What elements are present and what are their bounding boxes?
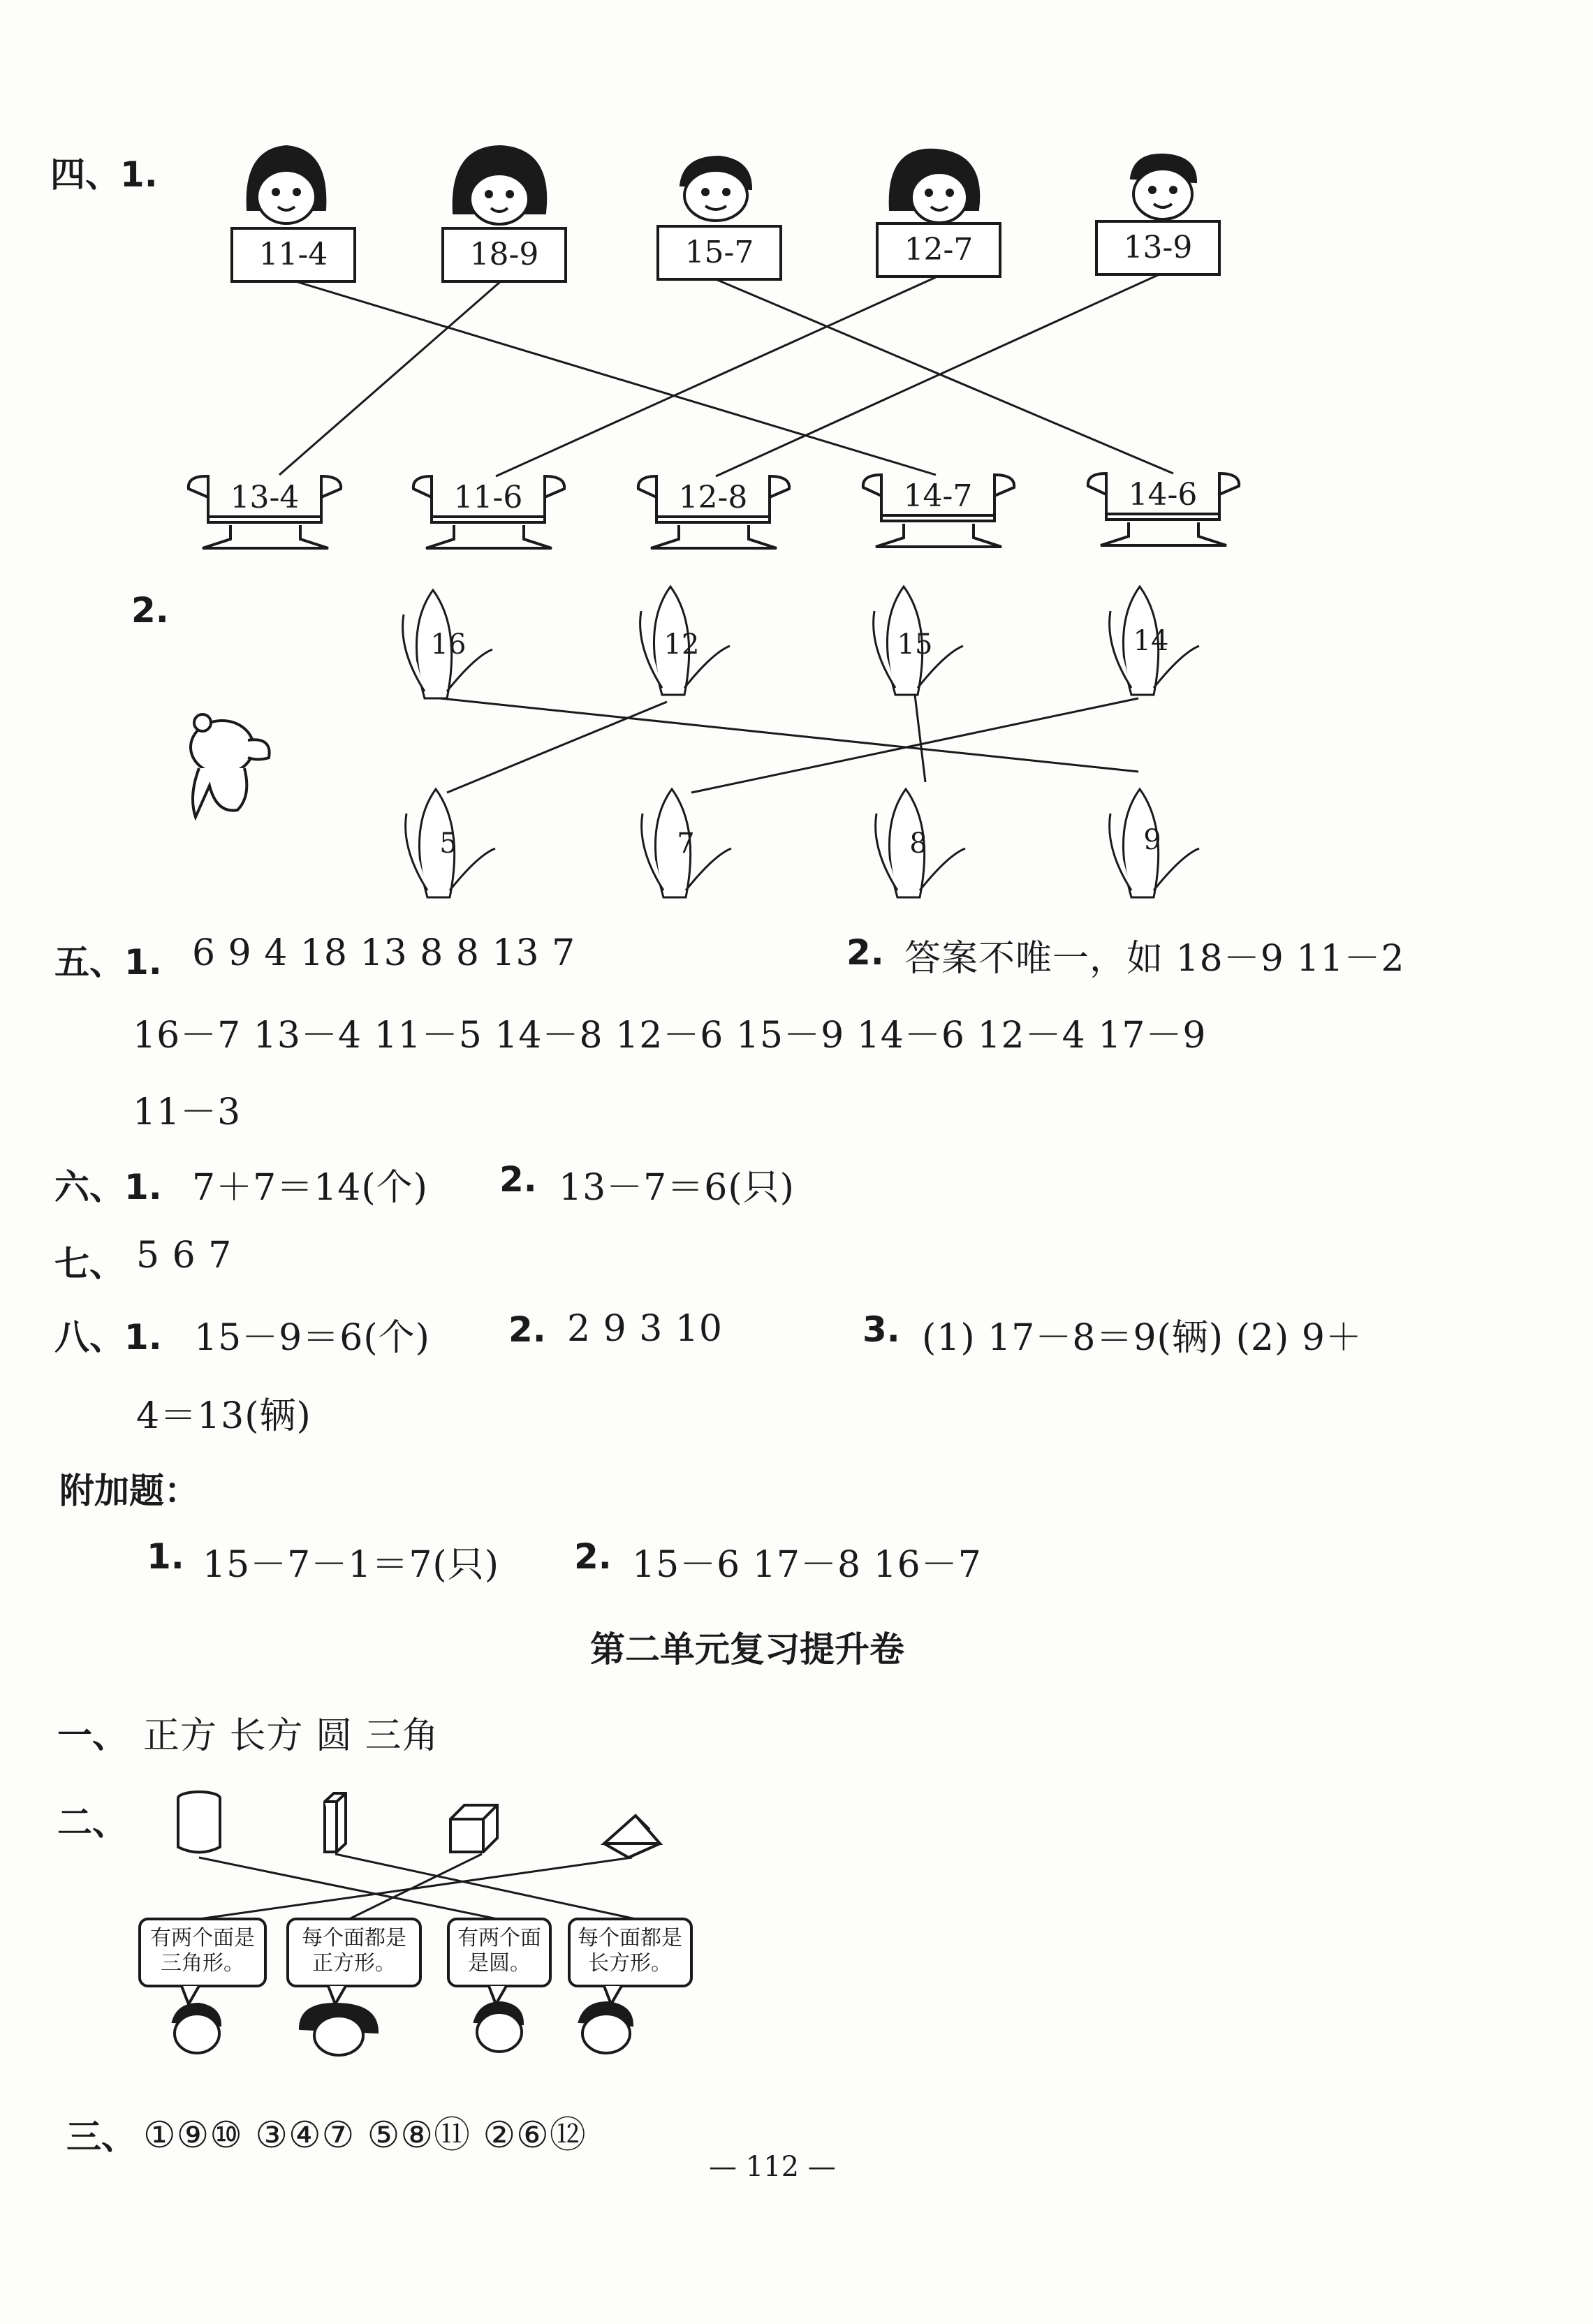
extra-label: 附加题： xyxy=(59,1471,199,1511)
pot-expression: 11-6 xyxy=(453,480,523,515)
section-8-q3-label: 3. xyxy=(862,1309,900,1350)
section-5-line-2: 16－7 13－4 11－5 14－8 12－6 15－9 14－6 12－4 17－9 xyxy=(133,1015,1207,1057)
page-number: — 112 — xyxy=(709,2151,836,2183)
bubble-text: 每个面都是正方形。 xyxy=(302,1926,406,1976)
child-face-icon xyxy=(248,147,1196,224)
corn-number: 9 xyxy=(1143,824,1161,856)
bubble-text: 每个面都是长方形。 xyxy=(578,1926,682,1976)
corn-number: 14 xyxy=(1133,625,1169,657)
section-8-q2-answer: 2 9 3 10 xyxy=(567,1308,724,1350)
section-5-q2-label: 2. xyxy=(846,932,884,973)
corn-number: 12 xyxy=(663,628,700,661)
expression-box: 15-7 xyxy=(656,225,782,281)
section-8-q1-answer: 15－9＝6(个) xyxy=(194,1317,430,1359)
match-lines-3 xyxy=(199,1854,636,1919)
match-lines-2 xyxy=(440,695,1138,793)
section-6-label: 六、1. xyxy=(54,1167,162,1207)
section-5-line-3: 11－3 xyxy=(133,1091,242,1133)
pot-expression: 14-7 xyxy=(903,478,973,514)
bubble-text: 有两个面是圆。 xyxy=(457,1926,541,1976)
section-8-q3-continuation: 4＝13(辆) xyxy=(136,1395,311,1437)
section-4-q2-label: 2. xyxy=(131,590,169,631)
expression-box: 11-4 xyxy=(230,227,356,283)
section-7-answer: 5 6 7 xyxy=(136,1235,233,1277)
section-5-label: 五、1. xyxy=(54,942,162,983)
child-face-icon xyxy=(173,2003,632,2055)
corn-number: 16 xyxy=(430,628,467,661)
pot-expression: 13-4 xyxy=(230,480,300,515)
extra-q2-answer: 15－6 17－8 16－7 xyxy=(632,1544,982,1586)
corn-icon xyxy=(403,587,1199,897)
expression-box: 18-9 xyxy=(441,227,567,283)
section-6-q2-label: 2. xyxy=(499,1159,537,1200)
extra-q1-label: 1. xyxy=(147,1536,184,1577)
unit-title: 第二单元复习提升卷 xyxy=(590,1629,904,1670)
section-6-q2-answer: 13－7＝6(只) xyxy=(559,1167,795,1209)
pot-expression: 14-6 xyxy=(1128,477,1198,513)
corn-number: 8 xyxy=(909,828,927,860)
unit-s3-answer: ①⑨⑩ ③④⑦ ⑤⑧⑪ ②⑥⑫ xyxy=(143,2115,587,2156)
unit-s2-label: 二、 xyxy=(57,1802,127,1843)
corn-number: 7 xyxy=(677,828,695,860)
section-8-label: 八、1. xyxy=(54,1317,162,1358)
section-5-q1-answer: 6 9 4 18 13 8 8 13 7 xyxy=(192,932,576,974)
unit-s1-label: 一、 xyxy=(57,1715,127,1756)
shape-icon xyxy=(178,1792,660,1858)
bear-icon xyxy=(191,714,270,817)
section-8-q2-label: 2. xyxy=(508,1309,546,1350)
pot-expression: 12-8 xyxy=(678,480,748,515)
extra-q1-answer: 15－7－1＝7(只) xyxy=(203,1544,499,1586)
unit-s3-label: 三、 xyxy=(66,2117,136,2157)
section-7-label: 七、 xyxy=(54,1244,124,1284)
corn-number: 15 xyxy=(897,628,933,661)
extra-q2-label: 2. xyxy=(574,1536,612,1577)
section-5-q2-answer: 答案不唯一，如 18－9 11－2 xyxy=(904,938,1405,980)
bubble-text: 有两个面是三角形。 xyxy=(150,1926,255,1976)
expression-box: 13-9 xyxy=(1095,220,1221,276)
section-6-q1-answer: 7＋7＝14(个) xyxy=(192,1167,428,1209)
corn-number: 5 xyxy=(439,828,457,860)
expression-box: 12-7 xyxy=(876,222,1001,278)
section-8-q3-answer: (1) 17－8＝9(辆) (2) 9＋ xyxy=(922,1317,1363,1359)
unit-s1-answer: 正方 长方 圆 三角 xyxy=(143,1715,439,1757)
section-4-label: 四、1. xyxy=(50,154,158,195)
match-lines-1 xyxy=(279,274,1173,476)
